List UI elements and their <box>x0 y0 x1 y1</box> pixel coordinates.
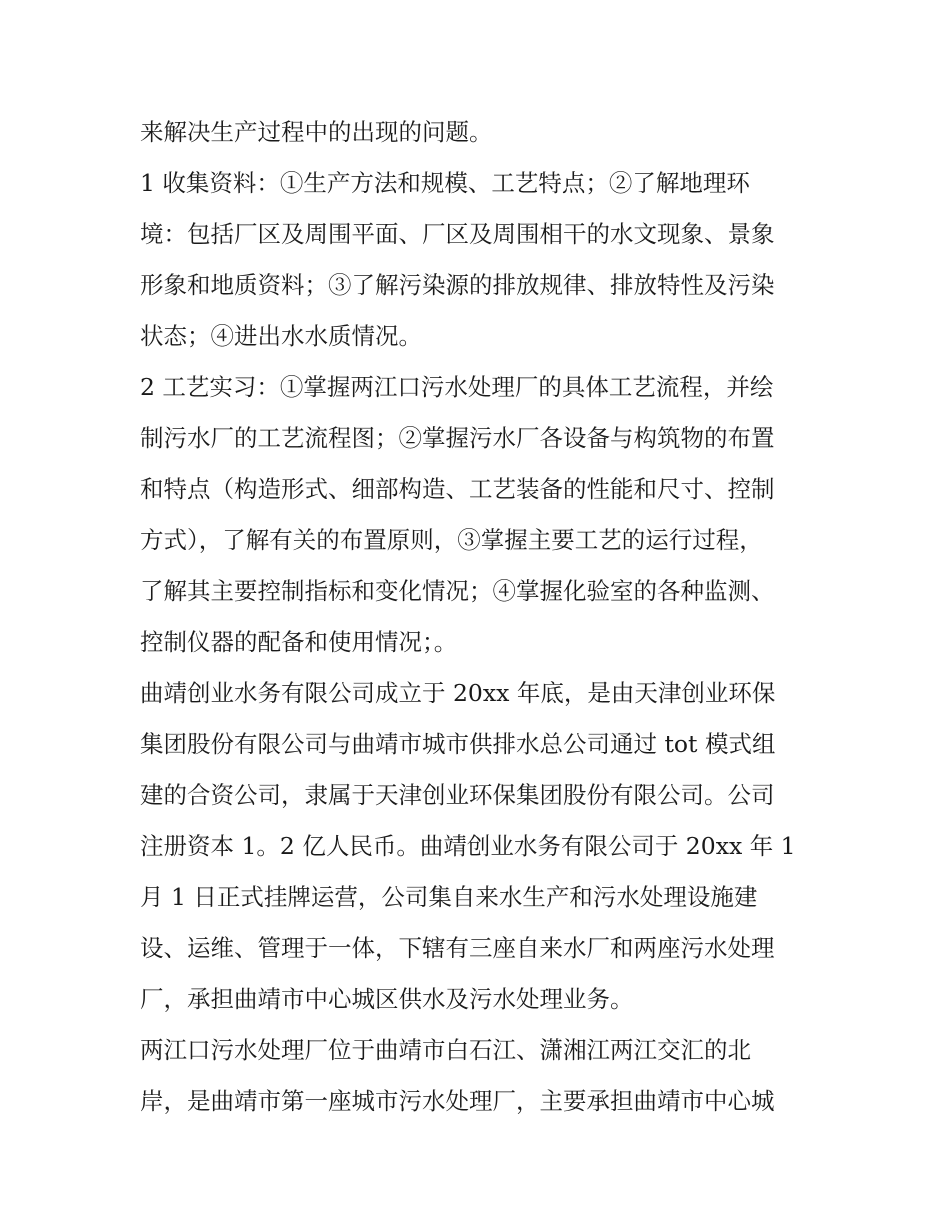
text-line: 控制仪器的配备和使用情况；。 <box>140 628 458 656</box>
text-line: 建的合资公司，隶属于天津创业环保集团股份有限公司。公司 <box>140 781 775 809</box>
document-body <box>140 107 815 1127</box>
text-line: 两江口污水处理厂位于曲靖市白石江、潇湘江两江交汇的北 <box>140 1036 751 1064</box>
text-line: 月 1 日正式挂牌运营，公司集自来水生产和污水处理设施建 <box>140 883 758 911</box>
text-line: 1 收集资料：①生产方法和规模、工艺特点；②了解地理环 <box>140 169 750 197</box>
text-line: 方式），了解有关的布置原则，③掌握主要工艺的运行过程， <box>140 526 763 554</box>
text-line: 境：包括厂区及周围平面、厂区及周围相干的水文现象、景象 <box>140 220 775 248</box>
text-line: 岸，是曲靖市第一座城市污水处理厂，主要承担曲靖市中心城 <box>140 1087 775 1115</box>
text-line: 2 工艺实习：①掌握两江口污水处理厂的具体工艺流程，并绘 <box>140 373 774 401</box>
text-line: 了解其主要控制指标和变化情况；④掌握化验室的各种监测、 <box>140 577 775 605</box>
text-line: 曲靖创业水务有限公司成立于 20xx 年底，是由天津创业环保 <box>140 679 776 707</box>
text-line: 注册资本 1。2 亿人民币。曲靖创业水务有限公司于 20xx 年 1 <box>140 832 796 860</box>
text-line: 状态；④进出水水质情况。 <box>140 322 422 350</box>
text-line: 集团股份有限公司与曲靖市城市供排水总公司通过 tot 模式组 <box>140 730 776 758</box>
text-line: 设、运维、管理于一体，下辖有三座自来水厂和两座污水处理 <box>140 934 775 962</box>
text-line: 制污水厂的工艺流程图；②掌握污水厂各设备与构筑物的布置 <box>140 424 775 452</box>
text-line: 和特点（构造形式、细部构造、工艺装备的性能和尺寸、控制 <box>140 475 775 503</box>
text-line: 来解决生产过程中的出现的问题。 <box>140 118 493 146</box>
text-line: 形象和地质资料；③了解污染源的排放规律、排放特性及污染 <box>140 271 775 299</box>
text-line: 厂，承担曲靖市中心城区供水及污水处理业务。 <box>140 985 634 1013</box>
